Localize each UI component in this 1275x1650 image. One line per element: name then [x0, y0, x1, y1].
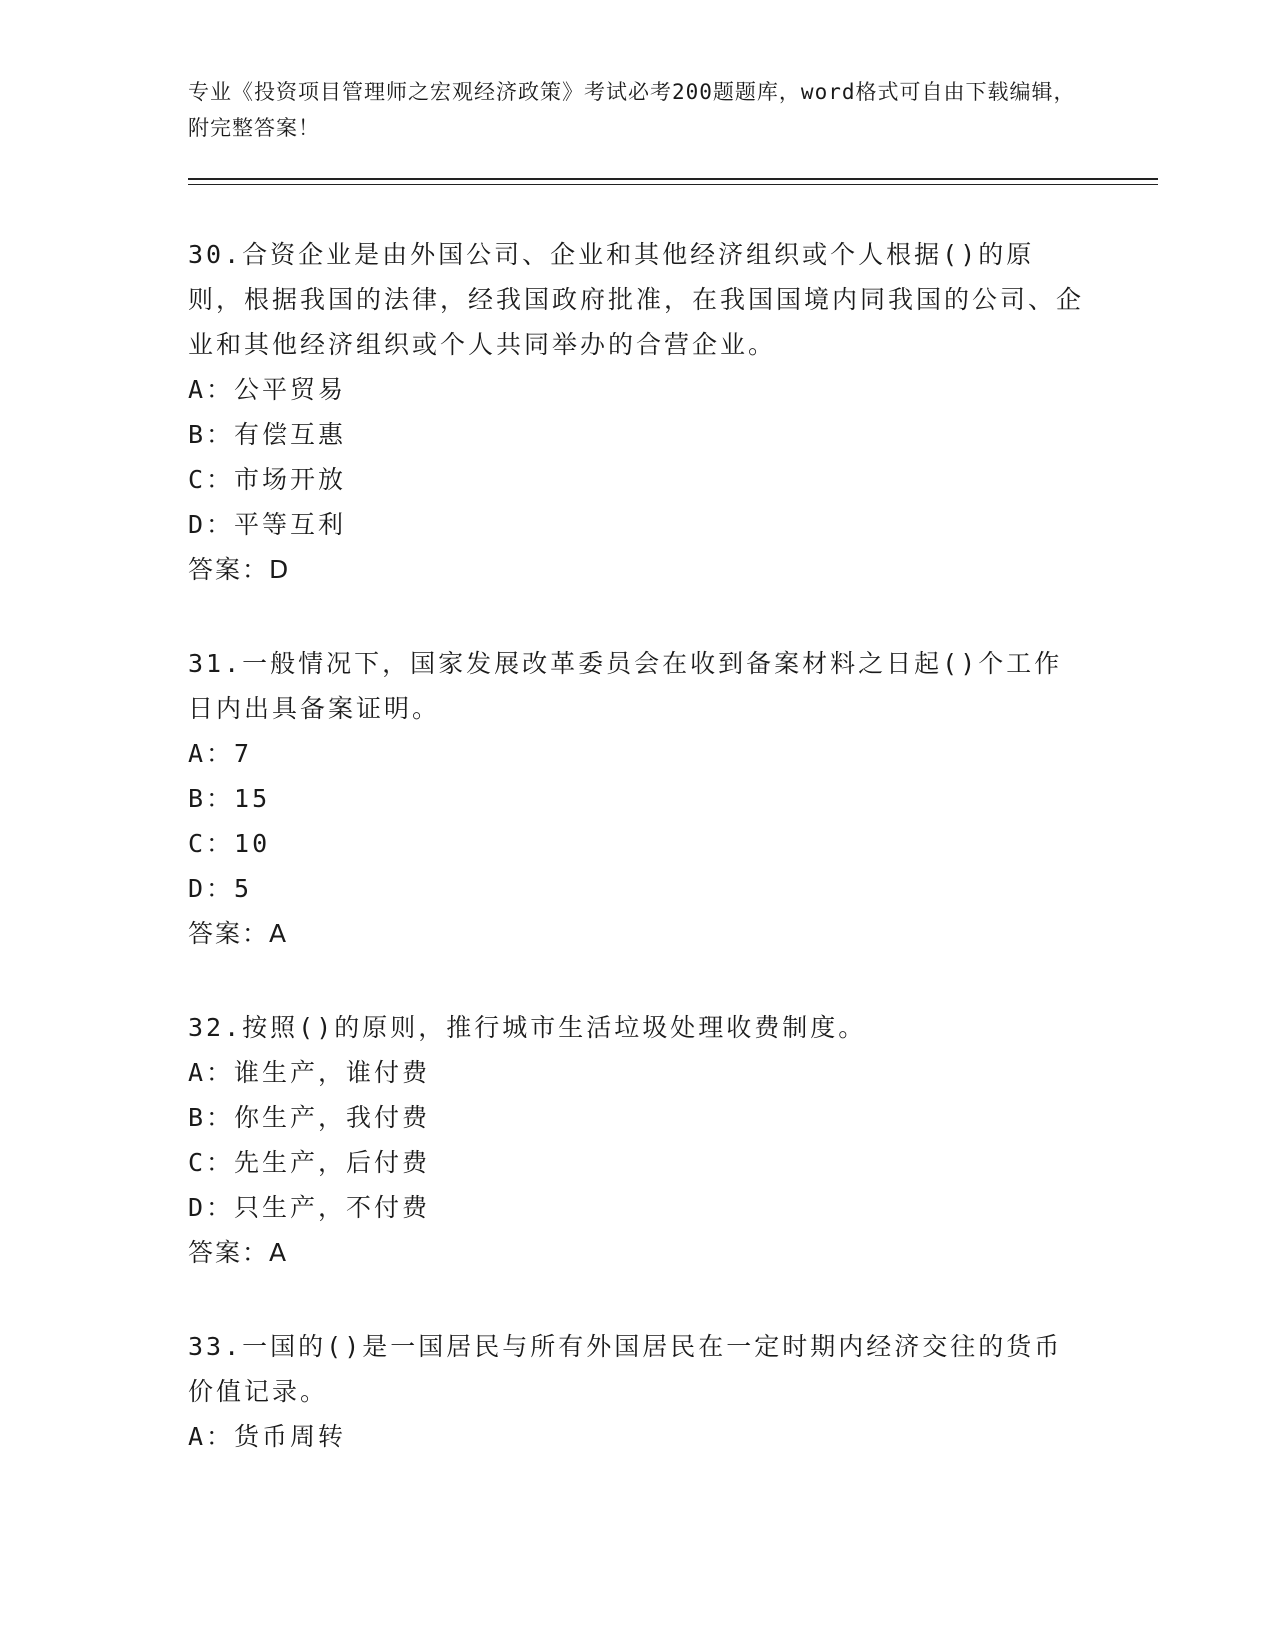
option-d: D：平等互利 — [188, 510, 347, 539]
option-a: A：谁生产，谁付费 — [188, 1058, 431, 1087]
question-item — [188, 1005, 1088, 1276]
question-stem: 32.按照()的原则，推行城市生活垃圾处理收费制度。 — [188, 1013, 867, 1042]
option-b: B：有偿互惠 — [188, 420, 347, 449]
question-item — [188, 641, 1088, 957]
option-d: D：只生产，不付费 — [188, 1193, 431, 1222]
question-item — [188, 1324, 1088, 1459]
option-a: A：公平贸易 — [188, 375, 347, 404]
answer-line: 答案：A — [188, 1238, 289, 1267]
answer-line: 答案：A — [188, 919, 289, 948]
header-divider-bottom — [188, 184, 1158, 185]
answer-line: 答案：D — [188, 555, 291, 584]
document-intro: 专业《投资项目管理师之宏观经济政策》考试必考200题题库，word格式可自由下载编辑，附完整答案！ — [188, 80, 1076, 140]
option-c: C：先生产，后付费 — [188, 1148, 431, 1177]
question-stem: 31.一般情况下，国家发展改革委员会在收到备案材料之日起()个工作日内出具备案证明。 — [188, 649, 1063, 723]
question-stem: 33.一国的()是一国居民与所有外国居民在一定时期内经济交往的货币价值记录。 — [188, 1332, 1063, 1406]
option-d: D：5 — [188, 874, 253, 903]
question-list — [188, 232, 1088, 1507]
question-stem: 30.合资企业是由外国公司、企业和其他经济组织或个人根据()的原则，根据我国的法律，经我国政府批准，在我国国境内同我国的公司、企业和其他经济组织或个人共同举办的合营企业。 — [188, 240, 1085, 359]
option-b: B：你生产，我付费 — [188, 1103, 431, 1132]
question-item — [188, 232, 1088, 593]
option-c: C：市场开放 — [188, 465, 347, 494]
option-c: C：10 — [188, 829, 271, 858]
option-b: B：15 — [188, 784, 271, 813]
option-a: A：7 — [188, 739, 253, 768]
header-divider-top — [188, 178, 1158, 180]
option-a: A：货币周转 — [188, 1422, 347, 1451]
